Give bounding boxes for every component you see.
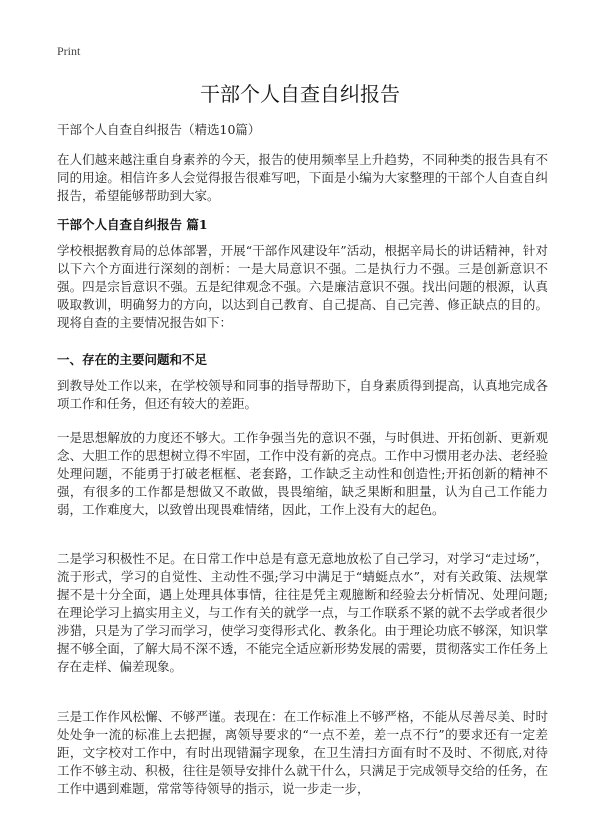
paragraph-4: 二是学习积极性不足。在日常工作中总是有意无意地放松了自己学习，对学习“走过场”，流于形式，学习的自觉性、主动性不强;学习中满足于“蜻蜓点水”，对有关政策、法规掌握不是十分全面，遇上处理具体事情，往往是凭主观臆断和经验去分析情况、处理问题;在理论学习上搞实用主义，与工作有关的就学一点，与工作联系不紧的就不去学或者很少涉猎，只是为了学习而学习，使学习变得形式化、教条化。由于理论功底不够深，知识掌握不够全面，了解大局不深不透，不能完全适应新形势发展的需要，贯彻落实工作任务上存在走样、偏差现象。 bbox=[57, 551, 548, 674]
section-title: 干部个人自查自纠报告 篇1 bbox=[57, 217, 208, 232]
paragraph-1: 学校根据教育局的总体部署，开展“干部作风建设年”活动，根据辛局长的讲话精神，针对以下六个方面进行深刻的剖析：一是大局意识不强。二是执行力不强。三是创新意识不强。四是宗旨意识不强。五是纪律观念不强。六是廉洁意识不强。找出问题的根源，认真吸取教训，明确努力的方向，以达到自己教育、自己提高、自己完善、修正缺点的目的。现将自查的主要情况报告如下： bbox=[57, 243, 548, 330]
page-title: 干部个人自查自纠报告 bbox=[200, 82, 400, 106]
print-label[interactable]: Print bbox=[57, 44, 81, 58]
subtitle: 干部个人自查自纠报告（精选10篇） bbox=[57, 122, 261, 137]
paragraph-2: 到教导处工作以来，在学校领导和同事的指导帮助下，自身素质得到提高，认真地完成各项工作和任务，但还有较大的差距。 bbox=[57, 378, 548, 411]
paragraph-5: 三是工作作风松懈、不够严谨。表现在：在工作标准上不够严格，不能从尽善尽美、时时处处争一流的标准上去把握，离领导要求的“一点不差，差一点不行”的要求还有一定差距，文字校对工作中，有时出现错漏字现象，在卫生清扫方面有时不及时、不彻底,对待工作不够主动、积极，往往是领导安排什么就干什么，只满足于完成领导交给的任务，在工作中遇到难题，常常等待领导的指示，说一步走一步， bbox=[57, 709, 548, 796]
heading-problems: 一、存在的主要问题和不足 bbox=[57, 352, 208, 367]
paragraph-3: 一是思想解放的力度还不够大。工作争强当先的意识不强，与时俱进、开拓创新、更新观念、大胆工作的思想树立得不牢固，工作中没有新的亮点。工作中习惯用老办法、老经验处理问题，不能勇于打破老框框、老套路，工作缺乏主动性和创造性;开拓创新的精神不强，有很多的工作都是想做又不敢做，畏畏缩缩，缺乏果断和胆量，认为自己工作能力弱，工作难度大，以致曾出现畏难情绪，因此，工作上没有大的起色。 bbox=[57, 430, 548, 517]
intro-paragraph: 在人们越来越注重自身素养的今天，报告的使用频率呈上升趋势，不同种类的报告具有不同的用途。相信许多人会觉得报告很难写吧，下面是小编为大家整理的干部个人自查自纠报告，希望能够帮助到大家。 bbox=[57, 152, 548, 203]
